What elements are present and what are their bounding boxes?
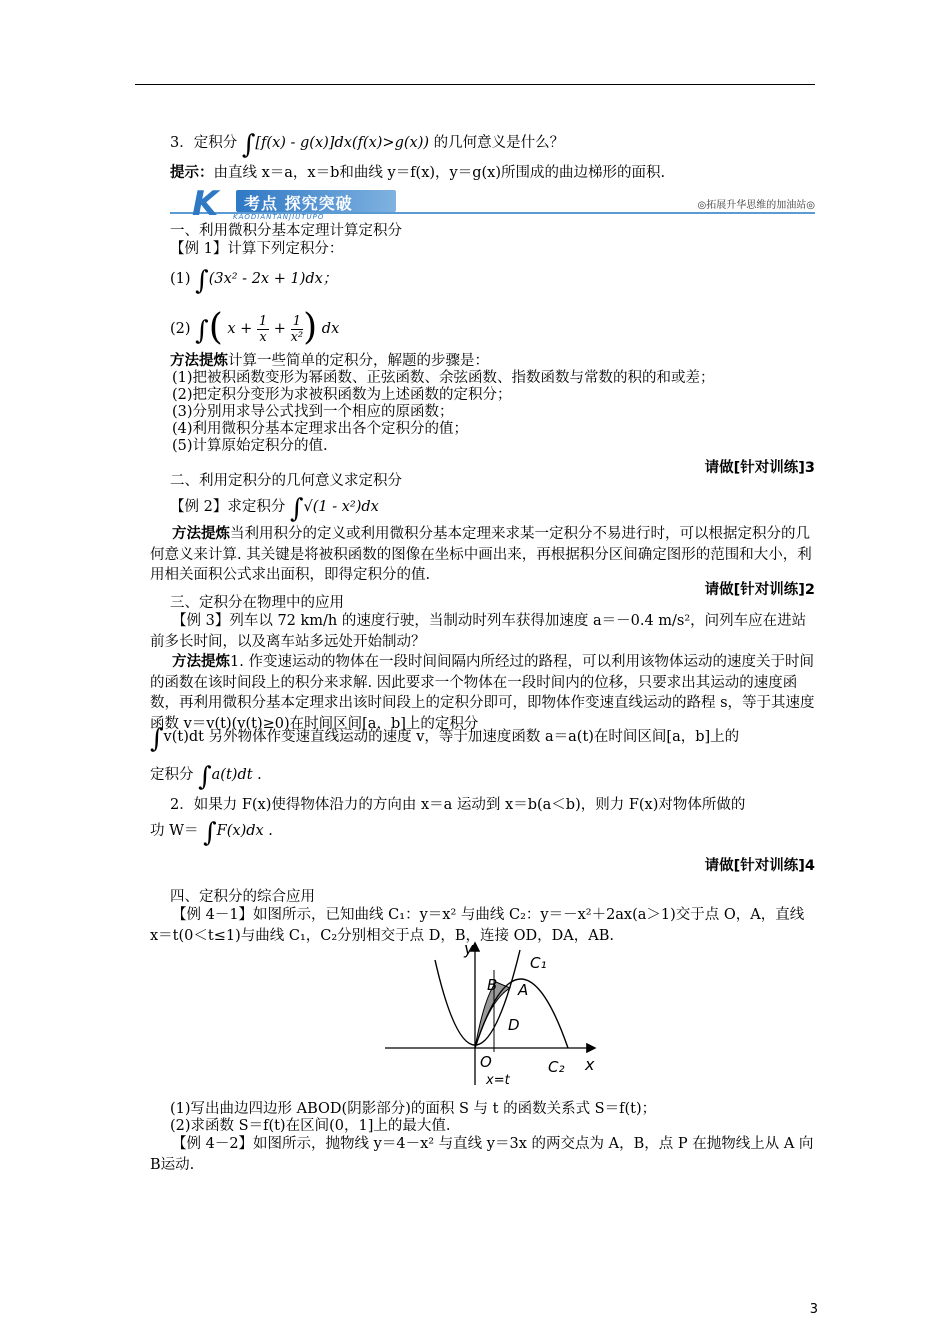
definite-integral-label: 定积分 bbox=[150, 767, 194, 783]
integral-sign: ∫ bbox=[203, 818, 217, 848]
question-3 bbox=[170, 130, 565, 160]
banner-title: 考点 探究突破 bbox=[244, 194, 353, 213]
integral-sign: ∫ bbox=[195, 316, 209, 346]
label-a: A bbox=[518, 981, 529, 999]
method-2 bbox=[150, 524, 815, 586]
example-1-item-1 bbox=[170, 266, 338, 296]
section-3-heading: 三、定积分在物理中的应用 bbox=[170, 595, 344, 611]
label-b: B bbox=[487, 976, 498, 994]
step-3: (3)分别用求导公式找到一个相应的原函数； bbox=[172, 404, 454, 420]
method-label: 方法提炼 bbox=[170, 353, 228, 369]
practice-link-3[interactable]: 请做[针对训练]3 bbox=[704, 460, 815, 476]
practice-link-4[interactable]: 请做[针对训练]4 bbox=[704, 858, 815, 874]
fraction-1-over-x2: $\frac{1}{\text{x²}}$ bbox=[290, 313, 304, 345]
step-2: (2)把定积分变形为求被积函数为上述函数的定积分； bbox=[172, 387, 512, 403]
step-1: (1)把被积函数变形为幂函数、正弦函数、余弦函数、指数函数与常数的积的和或差； bbox=[172, 370, 715, 386]
integral-sign: ∫ bbox=[150, 724, 164, 754]
work-expr: F(x)dx . bbox=[216, 823, 273, 839]
q3-label: 3．定积分 bbox=[170, 135, 238, 151]
q3-expr: [f(x) - g(x)]dx(f(x)>g(x)) bbox=[255, 135, 430, 151]
banner-subtitle: KAODIANTANJIUTUPO bbox=[233, 213, 325, 221]
method-text: 1. 作变速运动的物体在一段时间间隔内所经过的路程，可以利用该物体运动的速度关于时间的函数在该时间段上的积分来求解. 因此要求一个物体在一段时间内的位移，只要求出其运动的速度函数，再利用微积分基本定理求出该时间段上的定积分即可，即物体作变速直线运动的路程 s，等于其速度函数 v＝v(t)(v(t)≥0)在时间区间[a，b]上的定积分 bbox=[150, 654, 815, 732]
example-2-label: 【例 2】求定积分 bbox=[170, 499, 286, 515]
example-3: 【例 3】列车以 72 km/h 的速度行驶，当制动时列车获得加速度 a＝－0.4 m/s²，问列车应在进站前多长时间，以及离车站多远处开始制动？ bbox=[150, 613, 807, 650]
section-4-heading: 四、定积分的综合应用 bbox=[170, 889, 315, 905]
fraction-1-over-x: $\frac{1}{x}$ bbox=[258, 313, 268, 345]
example-4-1-q2: (2)求函数 S＝f(t)在区间(0，1]上的最大值. bbox=[170, 1118, 451, 1134]
section-1-heading: 一、利用微积分基本定理计算定积分 bbox=[170, 223, 402, 239]
method-text: 当利用积分的定义或利用微积分基本定理来求某一定积分不易进行时，可以根据定积分的几何意义来计算. 其关键是将被积函数的图像在坐标中画出来，再根据积分区间确定图形的范围和大小，利用相关面积公式求出面积，即得定积分的值. bbox=[150, 526, 812, 583]
example-4-1: 【例 4－1】如图所示，已知曲线 C₁：y＝x² 与曲线 C₂：y＝－x²＋2ax(a＞1)交于点 O，A，直线 x＝t(0＜t≤1)与曲线 C₁，C₂分别相交于点 D，B，连接 OD，DA，AB. bbox=[150, 907, 805, 944]
work-line bbox=[150, 818, 273, 848]
header-rule bbox=[135, 84, 815, 85]
hint-line bbox=[170, 164, 665, 183]
method-label: 方法提炼 bbox=[172, 654, 230, 670]
velocity-text: v(t)dt 另外物体作变速直线运动的速度 v，等于加速度函数 a＝a(t)在时间区间[a，b]上的 bbox=[163, 729, 740, 745]
hint-text: 由直线 x＝a，x＝b和曲线 y＝f(x)，y＝g(x)所围成的曲边梯形的面积. bbox=[213, 165, 666, 181]
label-c2: C₂ bbox=[548, 1058, 565, 1076]
acceleration-expr: a(t)dt . bbox=[211, 767, 262, 783]
label-d: D bbox=[508, 1016, 520, 1034]
example-4-2: 【例 4－2】如图所示，抛物线 y＝4－x² 与直线 y＝3x 的两交点为 A，B，点 P 在抛物线上从 A 向 B运动. bbox=[150, 1136, 814, 1173]
page-number: 3 bbox=[809, 1302, 818, 1317]
integral-sign: ∫ bbox=[198, 762, 212, 792]
item-1-expr: (3x² - 2x + 1)dx； bbox=[208, 271, 338, 287]
acceleration-integral-line bbox=[150, 762, 262, 792]
step-4: (4)利用微积分基本定理求出各个定积分的值； bbox=[172, 421, 469, 437]
section-banner bbox=[170, 184, 815, 224]
hint-label: 提示： bbox=[170, 165, 214, 181]
example-1-item-2: (2) ∫( x + $\frac{1}{x}$ + $\frac{1}{\text{x²}}$ ) dx bbox=[170, 307, 340, 348]
label-y: y bbox=[464, 940, 474, 958]
example-4-1-q1: (1)写出曲边四边形 ABOD(阴影部分)的面积 S 与 t 的函数关系式 S＝f(t)； bbox=[170, 1101, 657, 1117]
example-2 bbox=[170, 494, 379, 524]
method-text: 计算一些简单的定积分，解题的步骤是： bbox=[228, 353, 489, 369]
banner-tagline: ◎拓展升华思维的加油站◎ bbox=[697, 200, 815, 211]
section-2-heading: 二、利用定积分的几何意义求定积分 bbox=[170, 473, 402, 489]
method-3 bbox=[150, 652, 815, 734]
example-2-expr: √(1 - x²)dx bbox=[303, 499, 379, 515]
curves-figure bbox=[380, 940, 600, 1090]
integral-sign: ∫ bbox=[289, 494, 304, 524]
method-label: 方法提炼 bbox=[172, 526, 230, 542]
label-line-x-t: x=t bbox=[486, 1073, 510, 1088]
velocity-integral-line bbox=[150, 724, 740, 754]
integral-sign: ∫ bbox=[195, 266, 209, 296]
force-item: 2．如果力 F(x)使得物体沿力的方向由 x＝a 运动到 x＝b(a＜b)，则力 F(x)对物体所做的 bbox=[170, 797, 746, 813]
label-x: x bbox=[585, 1055, 595, 1074]
example-1: 【例 1】计算下列定积分： bbox=[170, 241, 344, 257]
label-c1: C₁ bbox=[530, 954, 547, 972]
practice-link-2[interactable]: 请做[针对训练]2 bbox=[704, 582, 815, 598]
q3-tail: 的几何意义是什么？ bbox=[433, 135, 565, 151]
banner-logo: K bbox=[192, 184, 219, 224]
step-5: (5)计算原始定积分的值. bbox=[172, 438, 328, 454]
integral-sign: ∫ bbox=[241, 130, 256, 160]
work-label: 功 W＝ bbox=[150, 823, 199, 839]
item-2-label: (2) bbox=[170, 321, 191, 337]
label-origin: O bbox=[480, 1053, 492, 1071]
item-1-label: (1) bbox=[170, 271, 191, 287]
